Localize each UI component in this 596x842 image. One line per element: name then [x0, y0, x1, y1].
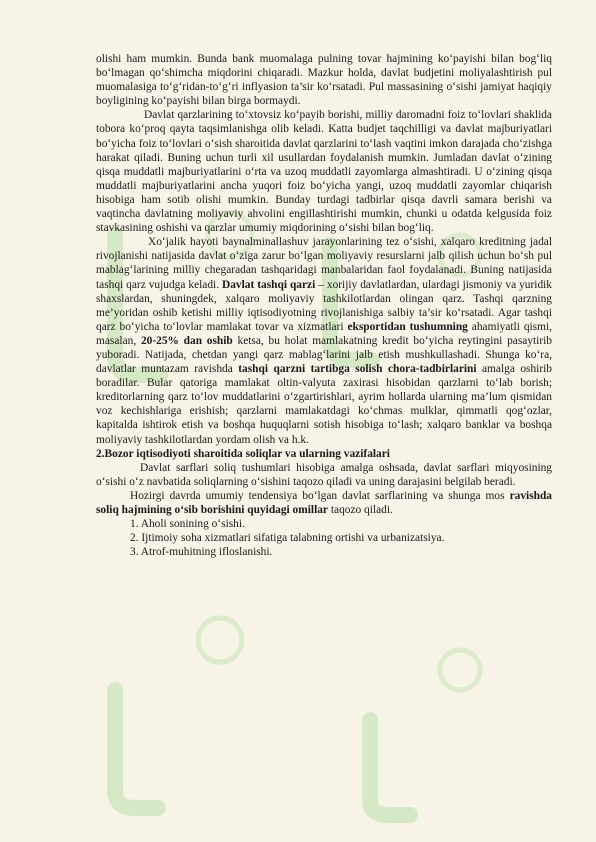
paragraph-5	[96, 489, 552, 517]
text-run: Xo‘jalik hayoti baynalminallashuv jarayonlarining tez o‘sishi, xalqaro kreditning jadal rivojlanishi natijasida davlat o‘ziga zarur bo‘lgan moliyaviy resurslarni jalb qilish uchun bo‘sh pul mablag‘larining milliy chegaradan tashqaridagi manbalaridan faol foydalanadi. Buning natijasida tashqi qarz vujudga keladi.	[96, 236, 552, 291]
list-item: 3. Atrof-muhitning ifloslanishi.	[130, 546, 273, 559]
watermark-stroke	[370, 720, 410, 815]
paragraph-2: Davlat qarzlarining to‘xtovsiz ko‘payib borishi, milliy daromadni foiz to‘lovlari shaklida tobora ko‘proq qayta taqsimlanishga olib keladi. Katta budjet taqchilligi va davlat majburiyatlari bo‘yicha foiz to‘lovlari o‘sish sharoitida davlat qarzlarini to‘lash vaqtini imkon darajada cho‘zishga harakat qiladi. Buning uchun turli xil usullardan foydalanish mumkin. Jumladan davlat o‘zining qisqa muddatli majburiyatlarini o‘rta va uzoq muddatli zayomlarga almashtiradi. U o‘zining qisqa muddatli majburiyatlarini ancha yuqori foiz bo‘yicha yangi, uzoq muddatli zayomlar chiqarish hisobiga ham sotib olishi mumkin. Bunday turdagi tadbirlar qisqa davrli samara berishi va vaqtincha davlatning moliyaviy ahvolini engillashtirishi mumkin, chunki u odatda kelgusida foiz stavkasining oshishi va qarzlar umumiy miqdorining o‘sishi bilan bog‘liq.	[96, 109, 552, 235]
text-run: – xorijiy davlatlardan, ulardagi jismoniy va yuridik shaxslardan, shuningdek, xalqaro moliyaviy tashkilotlardan olingan qarz. Tashqi qarzning me’yoridan oshib ketishi milliy iqtisodiyotning rivojlanishiga salbiy ta’sir ko‘rsatadi. Agar tashqi qarz bo‘yicha to‘lovlar mamlakat tovar va xizmatlari	[96, 278, 553, 333]
watermark-ring	[440, 650, 480, 690]
paragraph-4: Davlat sarflari soliq tushumlari hisobiga amalga oshsada, davlat sarflari miqyosining o‘sishi o‘z navbatida soliqlarning o‘sishini taqozo qiladi va uning darajasini belgilab beradi.	[96, 461, 552, 488]
text-run: ahamiyatli qismi, masalan,	[96, 320, 552, 347]
document-page	[96, 52, 552, 559]
list-item: 1. Aholi sonining o‘sishi.	[130, 518, 245, 531]
bold-term: eksportidan tushumning	[347, 320, 468, 333]
text-run: Hozirgi davrda umumiy tendensiya bo‘lgan davlat sarflarining va shunga mos	[130, 489, 510, 502]
bold-term: Davlat tashqi qarzi	[222, 278, 316, 291]
paragraph-3	[96, 235, 552, 446]
text-run: ketsa, bu holat mamlakatning kredit bo‘yicha reytingini pasaytirib yuboradi. Natijada, chetdan yangi qarz mablag‘larini jalb etish mushkullashadi. Shunga ko‘ra, davlatlar muntazam ravishda	[96, 334, 552, 376]
factors-list	[96, 517, 552, 559]
watermark-ring	[198, 618, 242, 662]
bold-term: tashqi qarzni tartibga solish chora-tadbirlarini	[238, 363, 477, 376]
text-run: amalga oshirib boradilar. Bular qatoriga mamlakat oltin-valyuta zaxirasi hisobidan qarzlarni to‘lab borish; kreditorlarning qarz to‘lov muddatlarini o‘zgartirishlari, ayrim hollarda ularning ma’lum qismidan voz kechishlariga erishish; qarzlarni mamlakatdagi ko‘chmas mulklar, qimmatli qog‘ozlar, kapitalda ishtirok etish va boshqa huquqlarni sotish hisobiga to‘lash; xalqaro banklar va boshqa moliyaviy tashkilotlardan yordam olish va h.k.	[96, 363, 552, 446]
list-item: 2. Ijtimoiy soha xizmatlari sifatiga talabning ortishi va urbanizatsiya.	[130, 532, 445, 545]
paragraph-1: olishi ham mumkin. Bunda bank muomalaga pulning tovar hajmining ko‘payishi bilan bog‘liq bo‘lmagan qo‘shimcha miqdorini chiqaradi. Mazkur holda, davlat budjetini moliyalashtirish pul muomalasiga to‘g‘ridan-to‘g‘ri inflyasion ta’sir ko‘rsatadi. Pul massasining o‘sishi jamiyat haqiqiy boyligining ko‘payishi bilan birga bormaydi.	[96, 53, 552, 108]
watermark-stroke	[115, 690, 158, 808]
text-run: taqozo qiladi.	[328, 504, 393, 516]
bold-term: ravishda soliq hajmining o‘sib borishini quyidagi omillar	[96, 489, 552, 516]
bold-term: 20-25% dan oshib	[140, 334, 233, 347]
section-heading: 2.Bozor iqtisodiyoti sharoitida soliqlar va ularning vazifalari	[96, 447, 390, 460]
